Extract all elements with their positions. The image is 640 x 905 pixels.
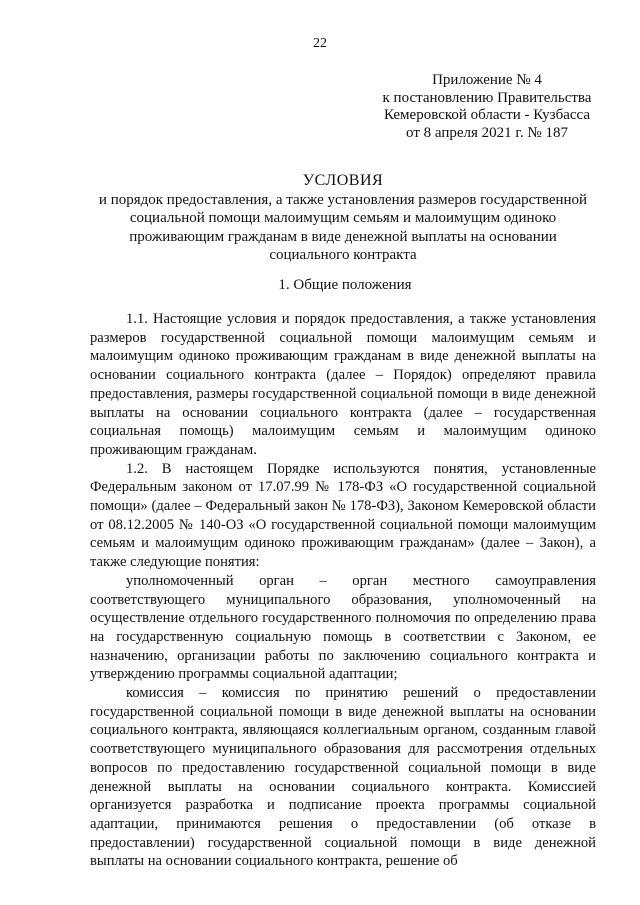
appendix-line: к постановлению Правительства [382, 89, 592, 106]
appendix-line: от 8 апреля 2021 г. № 187 [406, 124, 568, 141]
paragraph: комиссия – комиссия по принятию решений о предоставлении государственной социальной помощи в виде денежной выплаты на основании социального контракта, являющаяся коллегиальным органом, созданным главой соответствующего муниципального образования для рассмотрения отдельных вопросов по предоставлению государственной социальной помощи в виде денежной выплаты на основании социального контракта. Комиссией организуется разработка и подписание проекта программы социальной адаптации, принимаются решения о предоставлении (об отказе в предоставлении) государственной социальной помощи в виде денежной выплаты на основании социального контракта, решение об [90, 685, 596, 870]
page-number: 22 [313, 36, 327, 51]
section-heading: 1. Общие положения [278, 277, 412, 293]
document-title: УСЛОВИЯ [302, 172, 384, 189]
paragraph: уполномоченный орган – орган местного самоуправления соответствующего муниципального образования, уполномоченный на осуществление отдельного государственного полномочия по определению права на государственную социальную помощь в соответствии с Законом, ее назначению, организации работы по заключению социального контракта и утверждению программы социальной адаптации; [90, 572, 596, 683]
document-title-block [90, 172, 596, 265]
paragraph: 1.2. В настоящем Порядке используются понятия, установленные Федеральным законом от 17.07.99 № 178-ФЗ «О государственной социальной помощи» (далее – Федеральный закон № 178-ФЗ), Законом Кемеровской области от 08.12.2005 № 140-ОЗ «О государственной социальной помощи малоимущим семьям и малоимущим одиноко проживающим гражданам» (далее – Закон), а также следующие понятия: [90, 460, 596, 571]
paragraph: 1.1. Настоящие условия и порядок предоставления, а также установления размеров государственной социальной помощи малоимущим семьям и малоимущим одиноко проживающим гражданам в виде денежной выплаты на основании социального контракта (далее – Порядок) определяют правила предоставления, размеры государственной социальной помощи в виде денежной выплаты на основании социального контракта (далее – государственная социальная помощь) малоимущим семьям и малоимущим одиноко проживающим гражданам. [90, 311, 596, 458]
document-subtitle: и порядок предоставления, а также установления размеров государственной социальной помощи малоимущим семьям и малоимущим одиноко проживающим гражданам в виде денежной выплаты на основании социального контракта [98, 191, 588, 263]
appendix-line: Приложение № 4 [432, 72, 542, 88]
appendix-line: Кемеровской области - Кузбасса [383, 107, 591, 123]
body-text [90, 310, 596, 871]
appendix-block [372, 72, 602, 142]
